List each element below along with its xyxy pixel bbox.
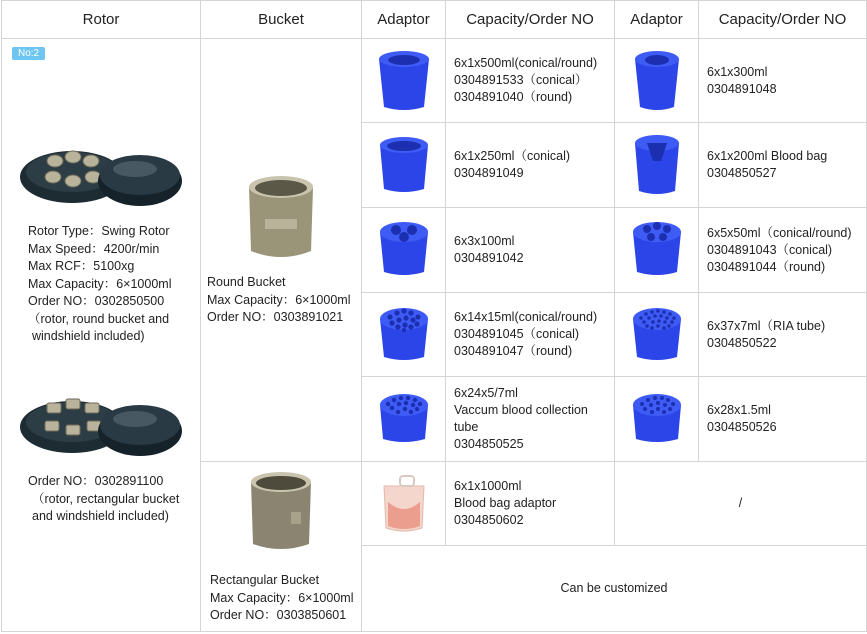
order-number: 0304891049 [454, 166, 524, 180]
capacity-cell [446, 208, 615, 293]
adaptor-cell [615, 208, 699, 293]
header-capacity-2: Capacity/Order NO [699, 1, 867, 39]
adaptor-image [374, 387, 434, 451]
bucket-1-line: Max Capacity：6×1000ml [207, 292, 351, 307]
capacity-line: 6x24x5/7ml [454, 386, 518, 400]
bucket-image [241, 173, 321, 268]
rotor-1-line: （rotor, round bucket and [28, 311, 170, 326]
order-number: 0304891533（conical） [454, 73, 588, 87]
rotor-2-line: （rotor, rectangular bucket [32, 491, 180, 506]
order-number: 0304850527 [707, 166, 777, 180]
capacity-line: 6x1x1000ml [454, 479, 522, 493]
capacity-cell [446, 293, 615, 377]
rotor-image [17, 139, 187, 219]
bucket-1-line: Round Bucket [207, 275, 286, 290]
adaptor-cell [362, 377, 446, 462]
capacity-line: Blood bag adaptor [454, 496, 557, 510]
header-rotor: Rotor [2, 1, 201, 39]
header-bucket: Bucket [201, 1, 362, 39]
adaptor-cell [615, 293, 699, 377]
order-number: 0304850602 [454, 513, 524, 527]
customized-note: Can be customized [362, 546, 867, 632]
adaptor-image [627, 218, 687, 282]
header-adaptor-1: Adaptor [362, 1, 446, 39]
bucket-2-line: Rectangular Bucket [210, 573, 320, 588]
rotor-2-line: Order NO：0302891100 [28, 474, 164, 488]
adaptor-image [627, 387, 687, 451]
capacity-cell [446, 123, 615, 208]
product-table [1, 0, 867, 632]
bucket-2-cell [201, 462, 362, 632]
capacity-cell [699, 123, 867, 208]
empty-cell: / [615, 462, 867, 546]
capacity-line: 6x28x1.5ml [707, 403, 771, 417]
capacity-line: 6x37x7ml（RIA tube) [707, 318, 826, 333]
order-number: 0304850526 [707, 420, 777, 434]
adaptor-cell [362, 462, 446, 546]
capacity-line: 6x5x50ml（conical/round) [707, 225, 852, 240]
capacity-cell [699, 293, 867, 377]
capacity-cell [446, 377, 615, 462]
adaptor-cell [362, 39, 446, 123]
adaptor-image [627, 49, 687, 113]
bucket-image [241, 468, 321, 558]
rotor-1-line: Max Capacity：6×1000ml [28, 276, 172, 291]
rotor-1-line: Max RCF：5100xg [28, 259, 135, 273]
adaptor-image [374, 49, 434, 113]
capacity-line: Vaccum blood collection [454, 403, 588, 417]
order-number: 0304891044（round) [707, 259, 826, 274]
order-number: 0304891047（round) [454, 344, 573, 358]
order-number: 0304891048 [707, 81, 777, 96]
rotor-1-line: Order NO：0302850500 [28, 294, 165, 308]
order-number: 0304891042 [454, 251, 524, 265]
adaptor-image [627, 133, 687, 197]
capacity-line: 6x3x100ml [454, 234, 515, 248]
capacity-cell [699, 208, 867, 293]
capacity-cell [699, 377, 867, 462]
blood-bag-adaptor-image [374, 472, 434, 536]
capacity-line: tube [454, 420, 479, 434]
capacity-line: 6x14x15ml(conical/round) [454, 310, 598, 324]
adaptor-cell [362, 293, 446, 377]
bucket-2-line: Max Capacity：6×1000ml [210, 590, 354, 605]
adaptor-image [374, 303, 434, 367]
rotor-cell [2, 39, 201, 632]
adaptor-image [627, 303, 687, 367]
rotor-1-block [2, 139, 201, 346]
order-number: 0304891040（round) [454, 90, 573, 104]
order-number: 0304891043（conical) [707, 242, 833, 257]
rotor-1-line: windshield included) [32, 329, 145, 343]
header-row [2, 1, 867, 39]
capacity-line: 6x1x300ml [707, 64, 768, 79]
rotor-1-line: Max Speed：4200r/min [28, 241, 160, 256]
capacity-line: 6x1x250ml（conical) [454, 149, 571, 163]
rotor-2-block [2, 389, 201, 526]
adaptor-image [374, 133, 434, 197]
adaptor-cell [362, 123, 446, 208]
capacity-cell [699, 39, 867, 123]
order-number: 0304891045（conical) [454, 327, 580, 341]
header-adaptor-2: Adaptor [615, 1, 699, 39]
rotor-2-line: and windshield included) [32, 509, 169, 523]
adaptor-cell [362, 208, 446, 293]
bucket-2-line: Order NO：0303850601 [210, 608, 347, 623]
adaptor-cell [615, 123, 699, 208]
header-capacity-1: Capacity/Order NO [446, 1, 615, 39]
order-number: 0304850525 [454, 437, 524, 451]
adaptor-cell [615, 39, 699, 123]
capacity-cell [446, 39, 615, 123]
rotor-1-line: Rotor Type：Swing Rotor [28, 224, 170, 238]
adaptor-cell [615, 377, 699, 462]
capacity-cell [446, 462, 615, 546]
capacity-line: 6x1x200ml Blood bag [707, 149, 828, 163]
order-number: 0304850522 [707, 335, 777, 350]
table-row [2, 39, 867, 123]
capacity-line: 6x1x500ml(conical/round) [454, 56, 598, 70]
bucket-1-line: Order NO：0303891021 [207, 310, 344, 325]
bucket-1-cell [201, 39, 362, 462]
model-badge: No:2 [12, 47, 45, 60]
adaptor-image [374, 218, 434, 282]
rotor-image [17, 389, 187, 469]
